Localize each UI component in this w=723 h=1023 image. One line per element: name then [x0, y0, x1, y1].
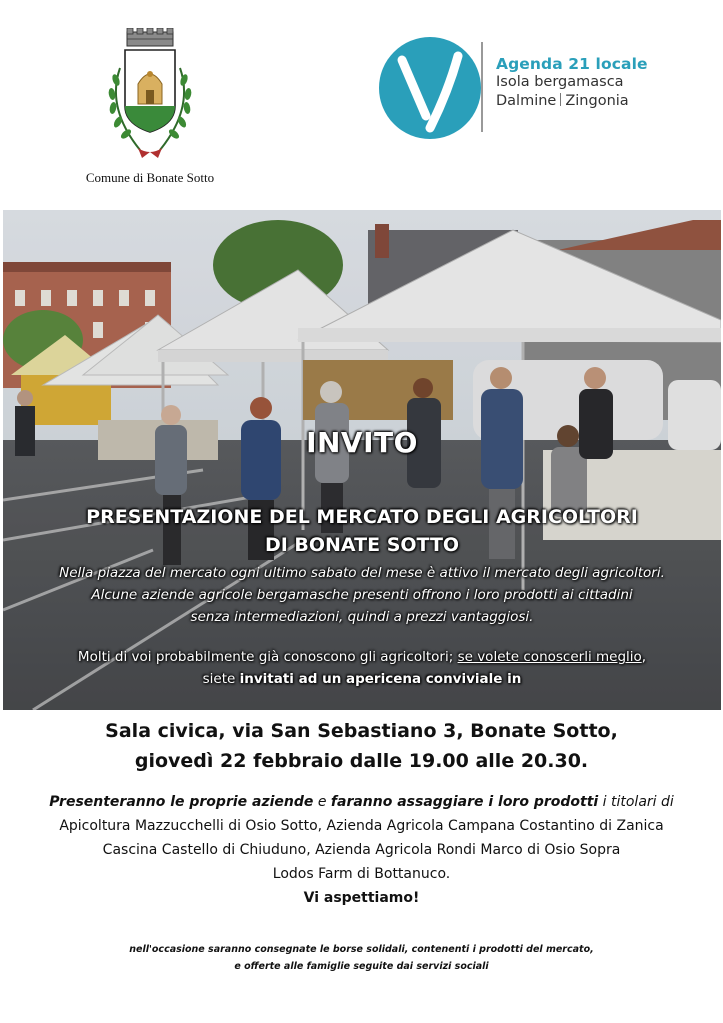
- comune-label: Comune di Bonate Sotto: [85, 170, 215, 185]
- footnote-line2: e offerte alle famiglie seguite dai servizi sociali: [234, 961, 489, 972]
- presenters-lead-bold2: faranno assaggiare i loro prodotti: [330, 794, 599, 810]
- photo-overlay: [3, 210, 721, 710]
- description-line3: senza intermediazioni, quindi a prezzi vantaggiosi.: [190, 609, 534, 625]
- invitation-text: [3, 646, 721, 690]
- municipal-crest-icon: [100, 28, 200, 164]
- invitation-line1-underlined: se volete conoscerli meglio: [457, 649, 642, 665]
- agenda21-text-block: [496, 55, 648, 111]
- footnote-line1: nell'occasione saranno consegnate le borse solidali, contenenti i prodotti del mercato,: [129, 944, 594, 955]
- agenda21-place-zingonia: Zingonia: [565, 93, 629, 109]
- venue-datetime: giovedì 22 febbraio dalle 19.00 alle 20.30.: [134, 750, 589, 772]
- agenda21-separator: [560, 93, 561, 106]
- event-description: [3, 562, 721, 628]
- footnote: [0, 941, 723, 975]
- closing-text: Vi aspettiamo!: [303, 890, 420, 906]
- presenters-lead: [0, 790, 723, 814]
- invitation-line2-a: siete: [202, 671, 240, 687]
- invitation-line1-a: Molti di voi probabilmente già conoscono gli agricoltori;: [77, 649, 458, 665]
- event-title-line1: PRESENTAZIONE DEL MERCATO DEGLI AGRICOLTORI: [86, 506, 638, 528]
- presenters-lead-mid: e: [313, 794, 331, 810]
- market-photo: [3, 210, 721, 710]
- invitation-line1: [3, 646, 721, 668]
- presenters-block: [0, 790, 723, 910]
- invitation-line2: [3, 668, 721, 690]
- invitation-line1-c: ,: [641, 649, 647, 665]
- presenters-line2: Apicoltura Mazzucchelli di Osio Sotto, Azienda Agricola Campana Costantino di Zanica: [59, 818, 664, 834]
- venue-address: Sala civica, via San Sebastiano 3, Bonate Sotto,: [105, 720, 618, 742]
- agenda21-title: Agenda 21 locale: [496, 55, 648, 73]
- presenters-lead-bold: Presenteranno le proprie aziende: [49, 794, 314, 810]
- venue-block: [0, 716, 723, 776]
- agenda21-logo-icon: [378, 32, 486, 142]
- presenters-line4: Lodos Farm di Bottanuco.: [272, 866, 451, 882]
- invito-heading: INVITO: [306, 426, 418, 459]
- description-line1: Nella piazza del mercato ogni ultimo sabato del mese è attivo il mercato degli agricoltori.: [59, 565, 665, 581]
- description-line2: Alcune aziende agricole bergamasche presenti offrono i loro prodotti ai cittadini: [91, 587, 633, 603]
- agenda21-subtitle: Isola bergamasca: [496, 74, 624, 90]
- presenters-lead-tail: i titolari di: [598, 794, 674, 810]
- invitation-line2-b: invitati ad un apericena conviviale in: [239, 671, 522, 687]
- event-title-line2: DI BONATE SOTTO: [264, 534, 460, 556]
- agenda21-places: [496, 92, 648, 111]
- agenda21-place-dalmine: Dalmine: [496, 93, 557, 109]
- event-title: [3, 503, 721, 559]
- presenters-line3: Cascina Castello di Chiuduno, Azienda Agricola Rondi Marco di Osio Sopra: [102, 842, 621, 858]
